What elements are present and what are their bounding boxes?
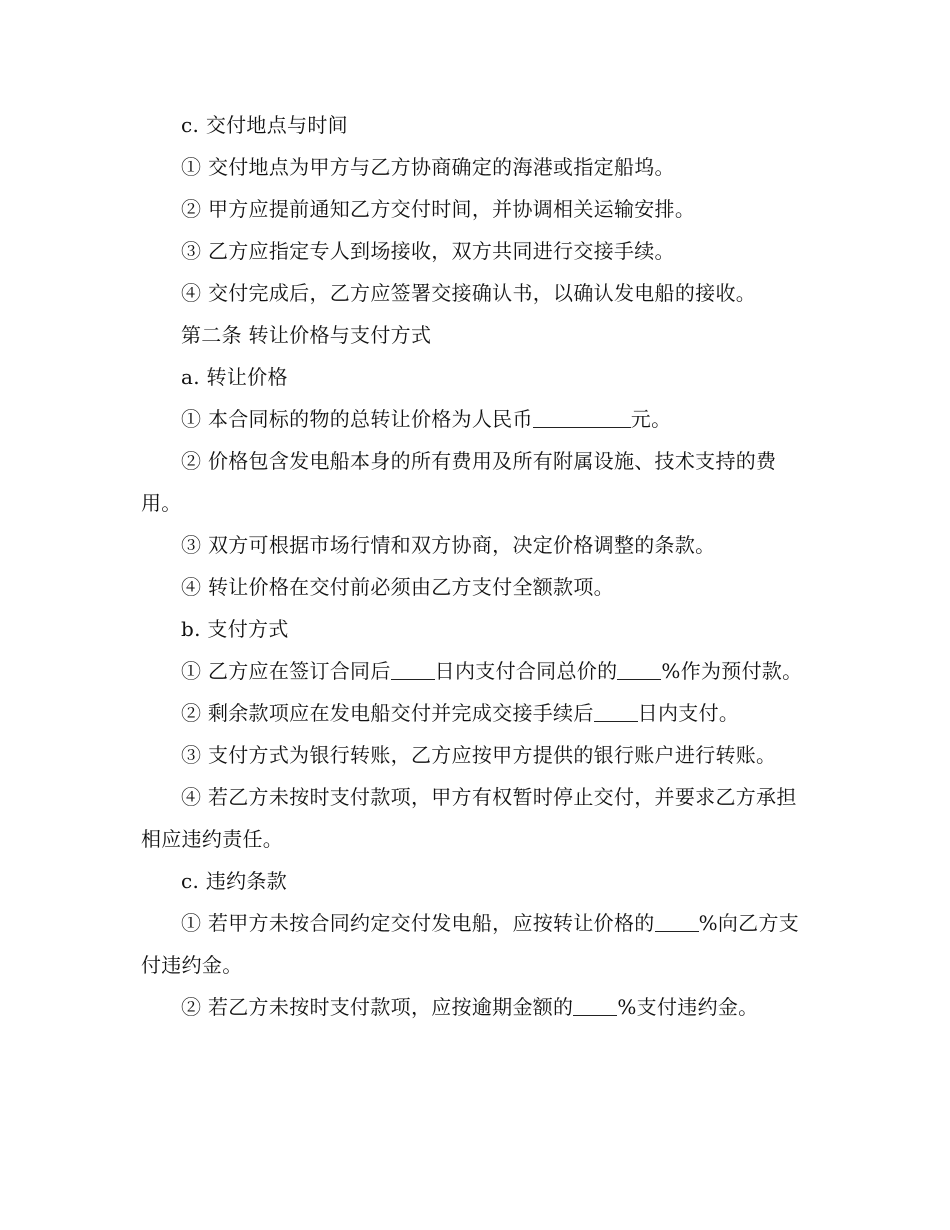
article-heading-price-payment: 第二条 转让价格与支付方式 — [181, 323, 432, 347]
clause-total-price-prefix: ① 本合同标的物的总转让价格为人民币 — [181, 407, 533, 431]
clause-price-inclusion: ② 价格包含发电船本身的所有费用及所有附属设施、技术支持的费用。 — [141, 449, 777, 515]
section-heading-transfer-price: a. 转让价格 — [181, 365, 288, 389]
contract-body — [141, 104, 805, 1028]
clause-advance-payment-middle: 日内支付合同总价的 — [434, 659, 618, 683]
clause-full-payment: ④ 转让价格在交付前必须由乙方支付全额款项。 — [181, 575, 614, 599]
total-price-blank — [533, 409, 631, 428]
clause-remaining-payment-suffix: 日内支付。 — [637, 701, 740, 725]
buyer-penalty-percent-blank — [573, 997, 617, 1016]
clause-bank-transfer: ③ 支付方式为银行转账，乙方应按甲方提供的银行账户进行转账。 — [181, 743, 777, 767]
clause-handover-confirmation: ④ 交付完成后，乙方应签署交接确认书，以确认发电船的接收。 — [181, 281, 757, 305]
clause-total-price — [141, 398, 805, 440]
remaining-days-blank — [594, 703, 638, 722]
clause-advance-payment-suffix: %作为预付款。 — [661, 659, 803, 683]
clause-late-payment-suspension: ④ 若乙方未按时支付款项，甲方有权暂时停止交付，并要求乙方承担相应违约责任。 — [141, 785, 797, 851]
clause-price-adjustment: ③ 双方可根据市场行情和双方协商，决定价格调整的条款。 — [181, 533, 716, 557]
clause-advance-payment — [141, 650, 805, 692]
advance-days-blank — [391, 661, 435, 680]
clause-delivery-notice: ② 甲方应提前通知乙方交付时间，并协调相关运输安排。 — [181, 197, 696, 221]
clause-receiving-person: ③ 乙方应指定专人到场接收，双方共同进行交接手续。 — [181, 239, 675, 263]
clause-total-price-suffix: 元。 — [630, 407, 672, 431]
section-heading-payment-method: b. 支付方式 — [181, 617, 289, 641]
clause-buyer-breach-suffix: %支付违约金。 — [617, 995, 759, 1019]
clause-remaining-payment-prefix: ② 剩余款项应在发电船交付并完成交接手续后 — [181, 701, 594, 725]
clause-delivery-place: ① 交付地点为甲方与乙方协商确定的海港或指定船坞。 — [181, 155, 675, 179]
section-heading-breach-terms: c. 违约条款 — [181, 869, 288, 893]
advance-percent-blank — [617, 661, 661, 680]
clause-remaining-payment — [141, 692, 805, 734]
seller-penalty-percent-blank — [655, 913, 699, 932]
clause-buyer-breach — [141, 986, 805, 1028]
clause-seller-breach-prefix: ① 若甲方未按合同约定交付发电船，应按转让价格的 — [181, 911, 655, 935]
clause-buyer-breach-prefix: ② 若乙方未按时支付款项，应按逾期金额的 — [181, 995, 574, 1019]
section-heading-delivery-place-time: c. 交付地点与时间 — [181, 113, 348, 137]
clause-seller-breach-suffix: %向乙方支付违约金。 — [141, 911, 800, 977]
clause-seller-breach — [141, 902, 805, 986]
clause-advance-payment-prefix: ① 乙方应在签订合同后 — [181, 659, 391, 683]
